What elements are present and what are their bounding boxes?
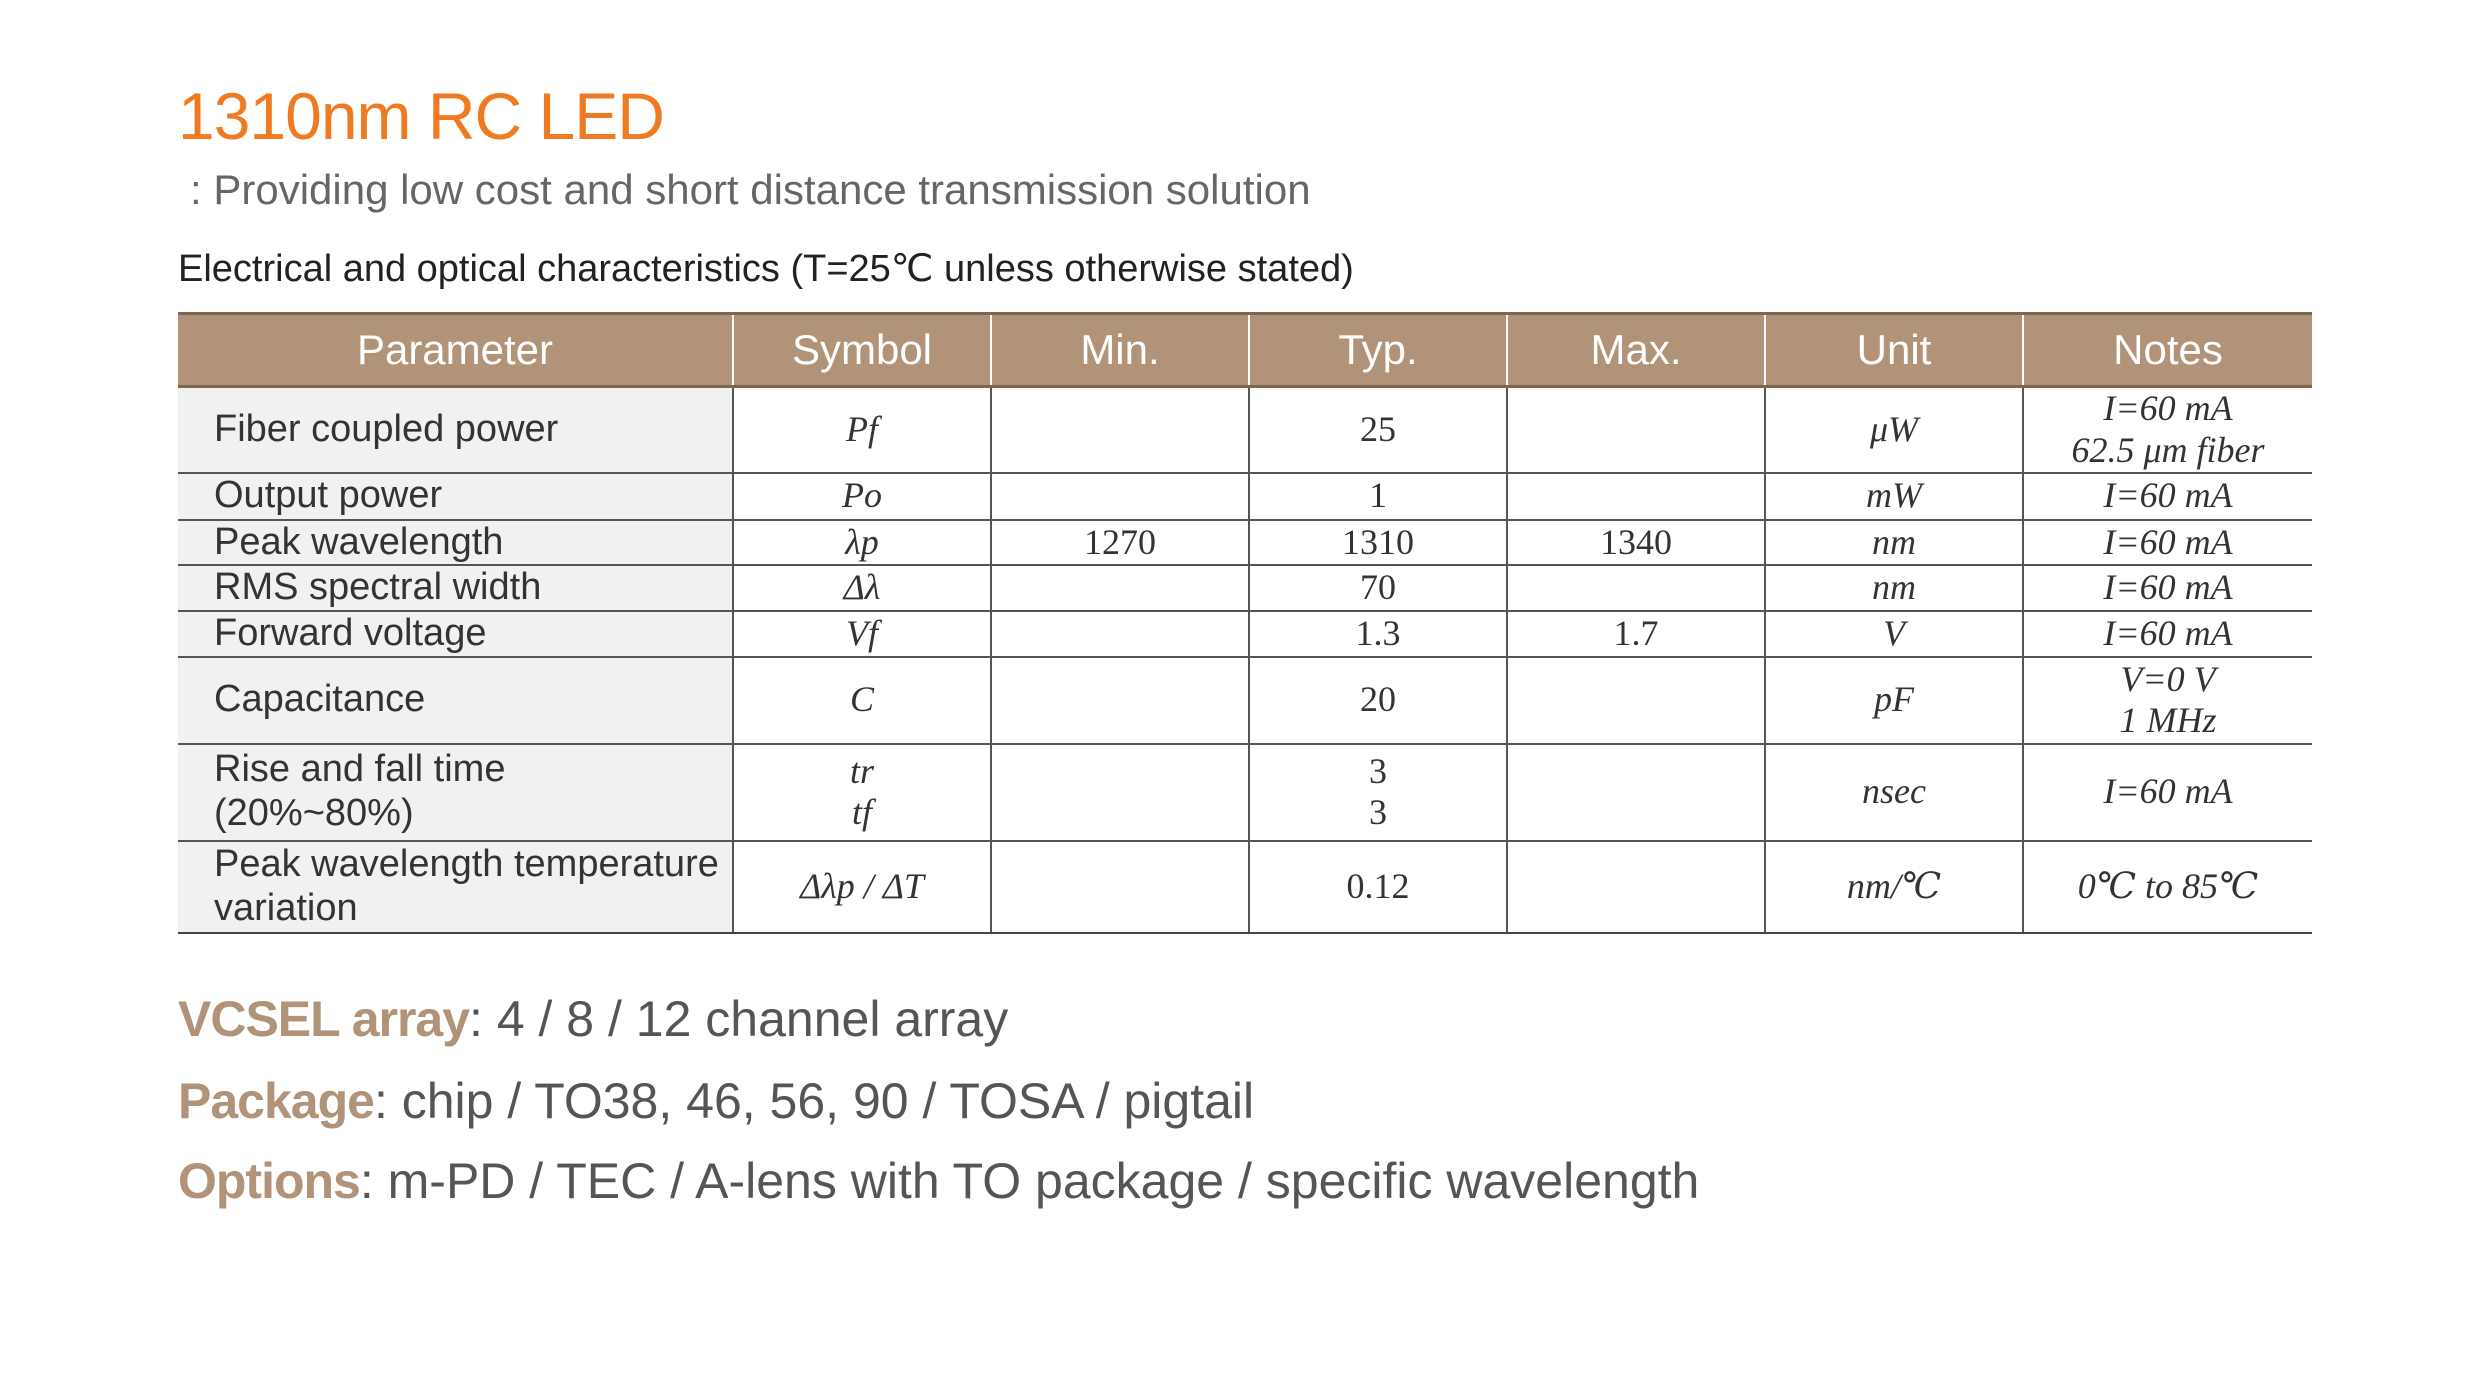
- cell-line: Peak wavelength temperature: [214, 842, 719, 885]
- cell-notes: [2023, 841, 2312, 933]
- cell-unit: [1765, 473, 2023, 520]
- cell-min: [991, 473, 1249, 520]
- cell-line: I=60 mA: [2103, 521, 2233, 562]
- cell-max: [1507, 565, 1765, 611]
- header-unit: Unit: [1765, 314, 2023, 387]
- cell-typ: [1249, 473, 1507, 520]
- cell-typ: [1249, 565, 1507, 611]
- cell-line: pF: [1874, 679, 1914, 720]
- cell-min: [991, 657, 1249, 744]
- table-row: [178, 520, 2312, 566]
- cell-line: μW: [1869, 409, 1919, 450]
- cell-line: 1270: [1084, 521, 1156, 562]
- cell-symbol: [733, 744, 991, 841]
- cell-notes: [2023, 744, 2312, 841]
- cell-line: Peak wavelength: [214, 520, 504, 563]
- cell-line: 1.3: [1355, 613, 1401, 654]
- cell-notes: [2023, 520, 2312, 566]
- section-heading: Electrical and optical characteristics (T=25℃ unless otherwise stated): [178, 248, 1354, 290]
- table-row: [178, 611, 2312, 657]
- cell-line: Δλp / ΔT: [800, 865, 924, 906]
- cell-line: nsec: [1862, 771, 1926, 812]
- cell-line: Output power: [214, 474, 443, 517]
- cell-line: 1 MHz: [2119, 700, 2217, 741]
- cell-line: mW: [1866, 475, 1922, 516]
- table-row: [178, 657, 2312, 744]
- feature-label: Package: [178, 1073, 374, 1129]
- cell-line: I=60 mA: [2103, 475, 2233, 516]
- cell-parameter: [178, 565, 733, 611]
- cell-symbol: [733, 520, 991, 566]
- cell-symbol: [733, 611, 991, 657]
- cell-unit: [1765, 520, 2023, 566]
- feature-text: : chip / TO38, 46, 56, 90 / TOSA / pigtail: [373, 1073, 1255, 1129]
- cell-line: 1.7: [1613, 613, 1659, 654]
- page-subtitle: : Providing low cost and short distance transmission solution: [190, 166, 1311, 213]
- cell-line: 0.12: [1346, 865, 1410, 906]
- cell-line: Fiber coupled power: [214, 407, 559, 450]
- cell-symbol: [733, 565, 991, 611]
- feature-text: : 4 / 8 / 12 channel array: [469, 991, 1009, 1047]
- cell-parameter: [178, 473, 733, 520]
- cell-min: [991, 841, 1249, 933]
- cell-line: tf: [851, 792, 872, 833]
- header-symbol: Symbol: [733, 314, 991, 387]
- cell-line: 20: [1360, 679, 1396, 720]
- cell-line: Forward voltage: [214, 611, 487, 654]
- cell-line: nm: [1872, 521, 1916, 562]
- feature-vcsel-array: [178, 990, 1008, 1048]
- feature-label: Options: [178, 1153, 360, 1209]
- table-row: [178, 387, 2312, 473]
- cell-line: Po: [842, 475, 882, 516]
- cell-line: nm/℃: [1846, 865, 1942, 906]
- cell-max: [1507, 841, 1765, 933]
- cell-line: (20%~80%): [214, 792, 414, 835]
- page-title: 1310nm RC LED: [178, 79, 664, 153]
- header-notes: Notes: [2023, 314, 2312, 387]
- cell-unit: [1765, 744, 2023, 841]
- cell-max: [1507, 520, 1765, 566]
- cell-line: I=60 mA: [2103, 567, 2233, 608]
- table-row: [178, 841, 2312, 933]
- cell-min: [991, 744, 1249, 841]
- cell-min: [991, 611, 1249, 657]
- cell-parameter: [178, 841, 733, 933]
- cell-parameter: [178, 387, 733, 473]
- table-row: [178, 565, 2312, 611]
- cell-parameter: [178, 744, 733, 841]
- cell-parameter: [178, 657, 733, 744]
- cell-min: [991, 387, 1249, 473]
- feature-package: [178, 1072, 1254, 1130]
- header-parameter: Parameter: [178, 314, 733, 387]
- cell-line: λp: [845, 521, 879, 562]
- header-typ: Typ.: [1249, 314, 1507, 387]
- cell-line: V=0 V: [2120, 658, 2216, 699]
- cell-unit: [1765, 565, 2023, 611]
- cell-max: [1507, 744, 1765, 841]
- cell-line: 70: [1360, 567, 1396, 608]
- cell-line: 1310: [1342, 521, 1414, 562]
- cell-line: I=60 mA: [2103, 613, 2233, 654]
- cell-symbol: [733, 657, 991, 744]
- cell-line: 3: [1369, 750, 1387, 791]
- cell-line: tr: [849, 750, 874, 791]
- cell-line: 1340: [1600, 521, 1672, 562]
- feature-options: [178, 1152, 1699, 1210]
- cell-min: [991, 565, 1249, 611]
- cell-line: I=60 mA: [2103, 771, 2233, 812]
- cell-line: Vf: [846, 613, 878, 654]
- cell-line: C: [849, 679, 874, 720]
- cell-max: [1507, 611, 1765, 657]
- cell-line: 3: [1369, 792, 1387, 833]
- cell-notes: [2023, 387, 2312, 473]
- cell-typ: [1249, 841, 1507, 933]
- cell-notes: [2023, 657, 2312, 744]
- cell-max: [1507, 387, 1765, 473]
- cell-line: 1: [1369, 475, 1387, 516]
- cell-symbol: [733, 387, 991, 473]
- cell-line: 25: [1360, 409, 1396, 450]
- cell-unit: [1765, 657, 2023, 744]
- cell-unit: [1765, 387, 2023, 473]
- cell-line: Rise and fall time: [214, 748, 506, 791]
- cell-notes: [2023, 565, 2312, 611]
- cell-typ: [1249, 657, 1507, 744]
- cell-line: variation: [214, 886, 358, 929]
- cell-typ: [1249, 611, 1507, 657]
- feature-label: VCSEL array: [178, 991, 470, 1047]
- cell-unit: [1765, 841, 2023, 933]
- characteristics-table: [178, 312, 2312, 934]
- cell-line: Pf: [846, 409, 878, 450]
- cell-unit: [1765, 611, 2023, 657]
- cell-line: I=60 mA: [2103, 388, 2233, 429]
- cell-typ: [1249, 744, 1507, 841]
- cell-notes: [2023, 473, 2312, 520]
- cell-max: [1507, 473, 1765, 520]
- table-header-row: [178, 314, 2312, 387]
- cell-max: [1507, 657, 1765, 744]
- cell-line: Capacitance: [214, 678, 426, 721]
- cell-line: nm: [1872, 567, 1916, 608]
- cell-line: 0℃ to 85℃: [2077, 865, 2259, 906]
- cell-notes: [2023, 611, 2312, 657]
- cell-line: RMS spectral width: [214, 566, 542, 609]
- cell-symbol: [733, 473, 991, 520]
- cell-typ: [1249, 387, 1507, 473]
- cell-line: Δλ: [843, 567, 881, 608]
- cell-min: [991, 520, 1249, 566]
- table-row: [178, 473, 2312, 520]
- header-max: Max.: [1507, 314, 1765, 387]
- cell-parameter: [178, 611, 733, 657]
- cell-line: V: [1883, 613, 1905, 654]
- table-row: [178, 744, 2312, 841]
- cell-parameter: [178, 520, 733, 566]
- header-min: Min.: [991, 314, 1249, 387]
- cell-typ: [1249, 520, 1507, 566]
- cell-line: 62.5 μm fiber: [2071, 429, 2265, 470]
- cell-symbol: [733, 841, 991, 933]
- feature-text: : m-PD / TEC / A-lens with TO package / specific wavelength: [359, 1153, 1700, 1209]
